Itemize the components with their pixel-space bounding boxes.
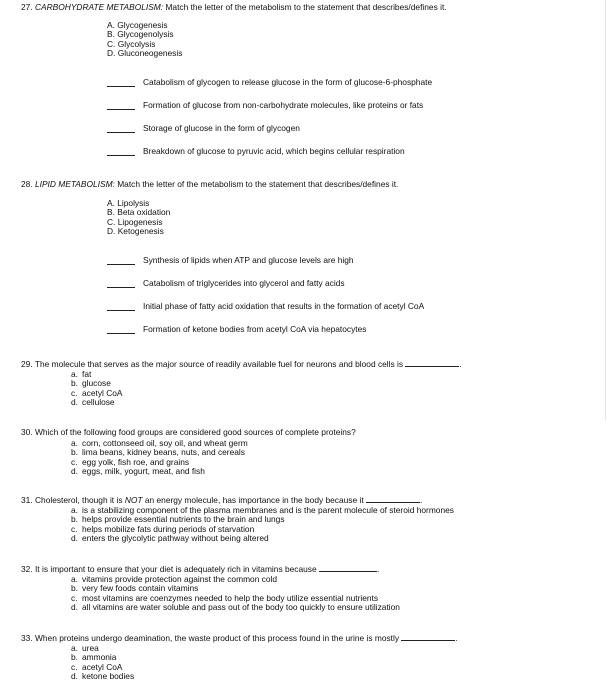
- question-28-header: [21, 180, 398, 190]
- choice-text: corn, cottonseed oil, soy oil, and wheat germ: [82, 438, 248, 448]
- choice-item: [71, 467, 248, 476]
- match-option: C. Lipogenesis: [107, 216, 163, 227]
- choice-text: very few foods contain vitamins: [82, 583, 199, 594]
- answer-blank[interactable]: [366, 495, 423, 505]
- question-30-stem: [21, 428, 356, 438]
- question-number: 31.: [21, 495, 33, 505]
- page-edge-divider: [605, 0, 606, 420]
- question-instruction: Match the letter of the metabolism to the statement that describes/defines it.: [165, 2, 447, 12]
- match-statement: Storage of glucose in the form of glycogen: [143, 123, 300, 133]
- match-statement: Breakdown of glucose to pyruvic acid, which begins cellular respiration: [143, 146, 405, 156]
- question-number: 27.: [21, 2, 33, 12]
- choice-letter: c.: [71, 456, 78, 467]
- match-option: C. Glycolysis: [107, 38, 156, 49]
- choice-text: ammonia: [82, 652, 117, 663]
- answer-blank[interactable]: [107, 310, 135, 311]
- choice-text: all vitamins are water soluble and pass out of the body too quickly to ensure utilization: [82, 601, 400, 612]
- choice-letter: d.: [71, 670, 78, 681]
- choice-text: cellulose: [82, 396, 115, 407]
- question-number: 30.: [21, 427, 33, 437]
- match-statement: Formation of ketone bodies from acetyl CoA via hepatocytes: [143, 324, 367, 334]
- choice-list: [71, 506, 454, 543]
- match-statement: Formation of glucose from non-carbohydrate molecules, like proteins or fats: [143, 100, 424, 110]
- match-options: [107, 199, 170, 236]
- choice-letter: b.: [71, 583, 78, 594]
- choice-text: helps provide essential nutrients to the brain and lungs: [82, 514, 285, 525]
- match-option: B. Beta oxidation: [107, 207, 171, 218]
- question-number: 33.: [21, 633, 33, 643]
- answer-blank[interactable]: [107, 109, 135, 110]
- choice-text: lima beans, kidney beans, nuts, and cereals: [82, 447, 245, 458]
- stem-end: .: [376, 564, 380, 574]
- choice-letter: a.: [71, 438, 78, 448]
- choice-item: [71, 534, 454, 543]
- question-stem: an energy molecule, has importance in the body because it: [142, 495, 364, 505]
- match-option: B. Glycogenolysis: [107, 29, 174, 40]
- match-option: D. Ketogenesis: [107, 225, 164, 236]
- choice-letter: d.: [71, 396, 78, 407]
- choice-list: [71, 370, 123, 407]
- question-stem: Which of the following food groups are considered good sources of complete proteins?: [34, 427, 356, 437]
- choice-list: [71, 644, 134, 681]
- choice-text: egg yolk, fish roe, and grains: [82, 456, 190, 467]
- stem-end: .: [455, 633, 458, 643]
- choice-text: urea: [82, 643, 99, 653]
- choice-item: [71, 398, 123, 407]
- choice-letter: a.: [71, 505, 78, 515]
- choice-letter: a.: [71, 369, 78, 379]
- answer-blank[interactable]: [405, 359, 462, 369]
- question-heading: CARBOHYDRATE METABOLISM:: [34, 2, 164, 12]
- question-stem: It is important to ensure that your diet is adequately rich in vitamins because: [34, 564, 317, 574]
- answer-blank[interactable]: [107, 333, 135, 334]
- match-statement: Catabolism of glycogen to release glucose in the form of glucose-6-phosphate: [143, 77, 433, 87]
- question-number: 28.: [21, 179, 33, 189]
- choice-list: [71, 439, 248, 476]
- match-options: [107, 21, 182, 58]
- choice-letter: b.: [71, 378, 78, 389]
- question-instruction: Match the letter of the metabolism to the statement that describes/defines it.: [117, 179, 399, 189]
- choice-text: glucose: [82, 378, 111, 389]
- choice-letter: c.: [71, 592, 78, 603]
- answer-blank[interactable]: [107, 155, 135, 156]
- answer-blank[interactable]: [401, 633, 458, 643]
- question-number: 29.: [21, 359, 33, 369]
- choice-item: [71, 672, 134, 681]
- choice-text: most vitamins are coenzymes needed to help the body utilize essential nutrients: [82, 592, 379, 603]
- choice-text: enters the glycolytic pathway without being altered: [82, 532, 269, 543]
- choice-letter: a.: [71, 643, 78, 653]
- answer-blank[interactable]: [107, 287, 135, 288]
- question-stem: The molecule that serves as the major source of readily available fuel for neurons and blood cells is: [34, 359, 404, 369]
- question-heading: LIPID METABOLISM:: [34, 179, 115, 189]
- answer-blank[interactable]: [319, 564, 380, 574]
- question-27-header: [21, 3, 447, 13]
- choice-letter: b.: [71, 514, 78, 525]
- match-option: D. Gluconeogenesis: [107, 47, 183, 58]
- choice-letter: b.: [71, 447, 78, 458]
- choice-letter: a.: [71, 574, 78, 584]
- choice-letter: b.: [71, 652, 78, 663]
- match-option: A. Glycogenesis: [107, 20, 168, 30]
- choice-text: ketone bodies: [82, 670, 135, 681]
- question-stem: When proteins undergo deamination, the waste product of this process found in the urine is mostly: [34, 633, 400, 643]
- answer-blank[interactable]: [107, 86, 135, 87]
- question-number: 32.: [21, 564, 33, 574]
- choice-item: [71, 603, 400, 612]
- stem-end: .: [420, 495, 423, 505]
- choice-letter: d.: [71, 601, 78, 612]
- choice-letter: d.: [71, 532, 78, 543]
- answer-blank[interactable]: [107, 132, 135, 133]
- question-stem: Cholesterol, though it is: [34, 495, 125, 505]
- choice-text: acetyl CoA: [82, 661, 123, 672]
- match-option: A. Lipolysis: [107, 198, 150, 208]
- choice-text: acetyl CoA: [82, 387, 123, 398]
- match-statement: Synthesis of lipids when ATP and glucose levels are high: [143, 255, 354, 265]
- choice-letter: c.: [71, 661, 78, 672]
- match-statement: Catabolism of triglycerides into glycerol and fatty acids: [143, 278, 345, 288]
- choice-text: helps mobilize fats during periods of starvation: [82, 523, 255, 534]
- match-statement: Initial phase of fatty acid oxidation that results in the formation of acetyl CoA: [143, 301, 425, 311]
- choice-text: is a stabilizing component of the plasma membranes and is the parent molecule of steroid hormones: [82, 505, 454, 515]
- answer-blank[interactable]: [107, 264, 135, 265]
- stem-end: .: [459, 359, 462, 369]
- choice-letter: d.: [71, 465, 78, 476]
- choice-text: fat: [82, 369, 92, 379]
- question-stem-emphasis: NOT: [124, 495, 143, 505]
- choice-text: vitamins provide protection against the common cold: [82, 574, 278, 584]
- choice-letter: c.: [71, 387, 78, 398]
- choice-list: [71, 575, 400, 612]
- choice-letter: c.: [71, 523, 78, 534]
- choice-text: eggs, milk, yogurt, meat, and fish: [82, 465, 205, 476]
